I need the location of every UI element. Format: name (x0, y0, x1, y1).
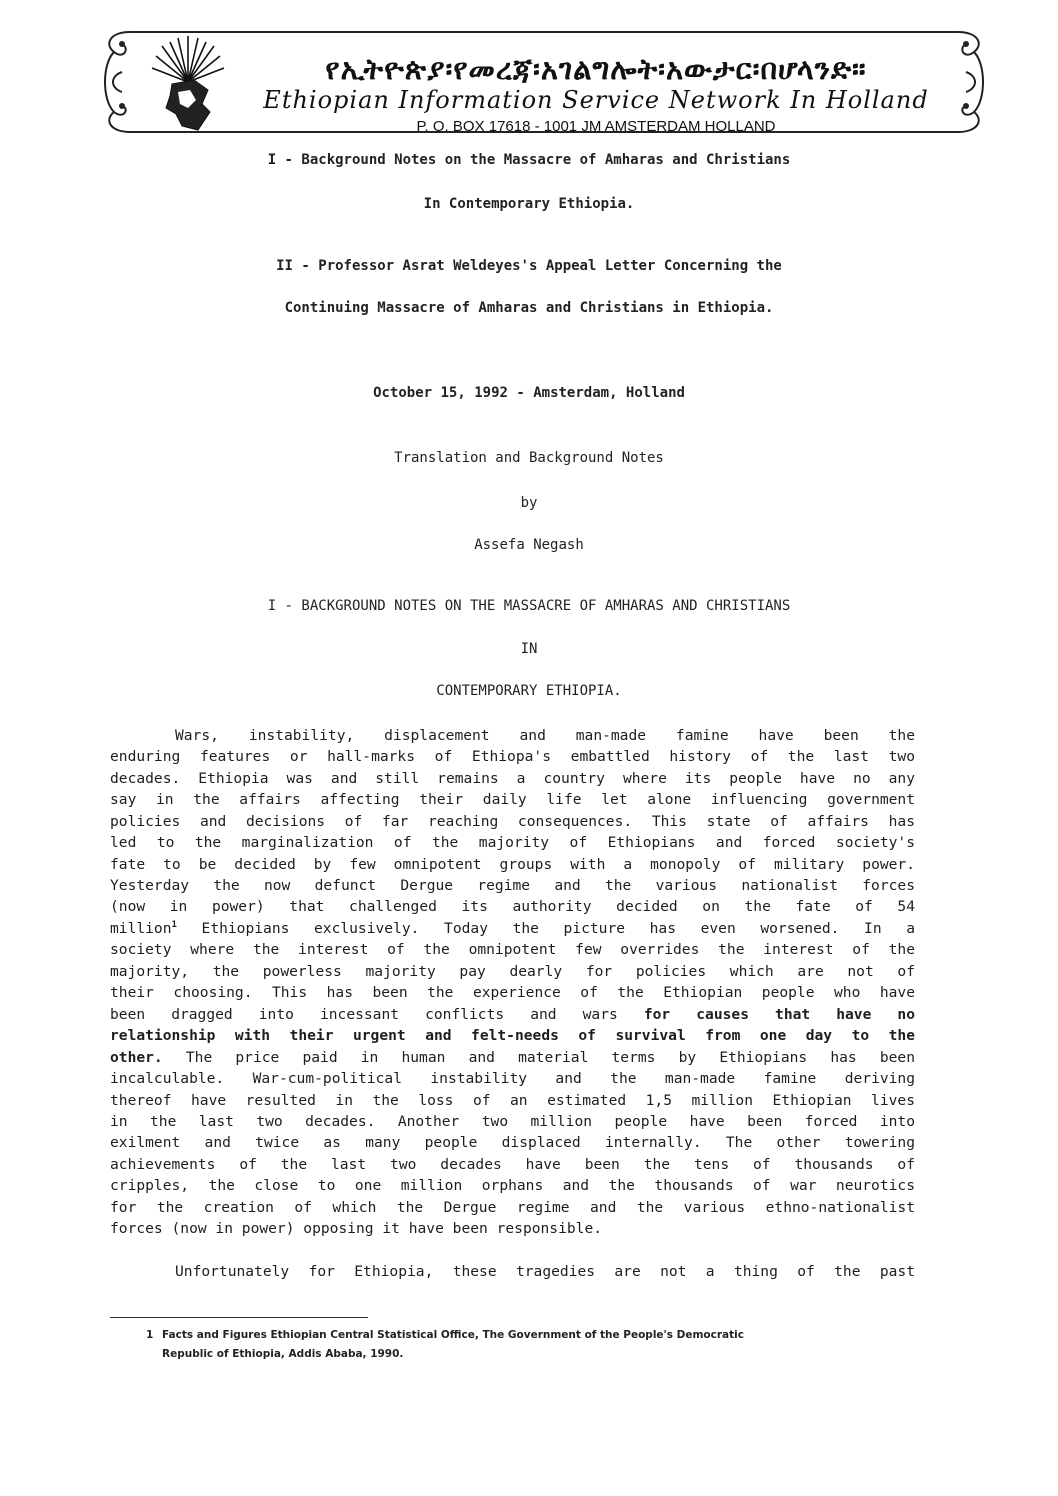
paragraph-line: achievements of the last two decades have been the tens of thousands of (110, 1156, 915, 1173)
credit-by: by (520, 495, 538, 511)
title-2-line-1: II - Professor Asrat Weldeyes's Appeal Letter Concerning the (276, 258, 782, 274)
paragraph-line (110, 918, 915, 939)
letterhead-address: P. O. BOX 17618 - 1001 JM AMSTERDAM HOLLAND (416, 118, 776, 135)
paragraph-line: fate to be decided by few omnipotent groups with a monopoly of military power. (110, 856, 915, 873)
paragraph-line: incalculable. War-cum-political instability and the man-made famine deriving (110, 1070, 915, 1087)
paragraph-text: million (110, 920, 172, 937)
letterhead-amharic-title: የኢትዮጵያ፡የመረጃ፡አገልግሎት፡አውታር፡በሆላንድ። (325, 52, 867, 86)
emphasis-text: for causes that have no (643, 1006, 915, 1023)
emphasis-text: other. (110, 1049, 163, 1066)
paragraph-2-line: Unfortunately for Ethiopia, these tragedies are not a thing of the past (175, 1263, 915, 1280)
paragraph-line: policies and decisions of far reaching consequences. This state of affairs has (110, 813, 915, 830)
section-heading-line-3: CONTEMPORARY ETHIOPIA. (436, 683, 622, 699)
credit-line: Translation and Background Notes (394, 450, 664, 466)
section-heading-line-1: I - BACKGROUND NOTES ON THE MASSACRE OF AMHARAS AND CHRISTIANS (267, 598, 791, 614)
paragraph-line: exilment and twice as many people displaced internally. The other towering (110, 1134, 915, 1151)
title-2-line-2: Continuing Massacre of Amharas and Christians in Ethiopia. (284, 300, 774, 316)
paragraph-line: for the creation of which the Dergue regime and the various ethno-nationalist (110, 1199, 915, 1216)
footnote-line-1: Facts and Figures Ethiopian Central Statistical Office, The Government of the People's Democratic (162, 1329, 744, 1341)
dateline: October 15, 1992 - Amsterdam, Holland (373, 385, 685, 401)
footnote-line-2: Republic of Ethiopia, Addis Ababa, 1990. (162, 1348, 404, 1360)
paragraph-text: The price paid in human and material terms by Ethiopians has been (162, 1049, 915, 1066)
paragraph-line: society where the interest of the omnipotent few overrides the interest of the (110, 941, 915, 958)
paragraph-line: (now in power) that challenged its authority decided on the fate of 54 (110, 898, 915, 915)
paragraph-line: thereof have resulted in the loss of an estimated 1,5 million Ethiopian lives (110, 1092, 915, 1109)
ethiopia-map-emblem-icon (142, 34, 234, 136)
paragraph-line: cripples, the close to one million orphans and the thousands of war neurotics (110, 1177, 915, 1194)
credit-author: Assefa Negash (474, 537, 584, 553)
footnote-number: 1 (146, 1329, 154, 1341)
paragraph-text: been dragged into incessant conflicts and wars (110, 1006, 644, 1023)
paragraph-line: led to the marginalization of the majority of Ethiopians and forced society's (110, 834, 915, 851)
paragraph-text: Ethiopians exclusively. Today the picture has even worsened. In a (176, 920, 915, 937)
paragraph-line: in the last two decades. Another two million people have been forced into (110, 1113, 915, 1130)
title-1-line-1: I - Background Notes on the Massacre of Amharas and Christians (267, 152, 791, 168)
paragraph-line: enduring features or hall-marks of Ethiopa's embattled history of the last two (110, 748, 915, 765)
paragraph-line (110, 1047, 915, 1068)
footnote-marker: 1 (171, 920, 177, 931)
letterhead (100, 24, 988, 140)
paragraph-line: forces (now in power) opposing it have been responsible. (110, 1220, 603, 1237)
paragraph-line-emphasis: relationship with their urgent and felt-needs of survival from one day to the (110, 1027, 915, 1044)
footnote-rule (110, 1317, 368, 1318)
paragraph-line: decades. Ethiopia was and still remains a country where its people have no any (110, 770, 915, 787)
paragraph-line: Wars, instability, displacement and man-made famine have been the (175, 727, 915, 744)
paragraph-line: their choosing. This has been the experience of the Ethiopian people who have (110, 984, 915, 1001)
letterhead-english-title: Ethiopian Information Service Network In Holland (263, 86, 929, 114)
title-1-line-2: In Contemporary Ethiopia. (423, 196, 635, 212)
section-heading-line-2: IN (520, 641, 538, 657)
paragraph-line (110, 1004, 915, 1025)
paragraph-line: majority, the powerless majority pay dearly for policies which are not of (110, 963, 915, 980)
paragraph-line: say in the affairs affecting their daily life let alone influencing government (110, 791, 915, 808)
paragraph-line: Yesterday the now defunct Dergue regime and the various nationalist forces (110, 877, 915, 894)
